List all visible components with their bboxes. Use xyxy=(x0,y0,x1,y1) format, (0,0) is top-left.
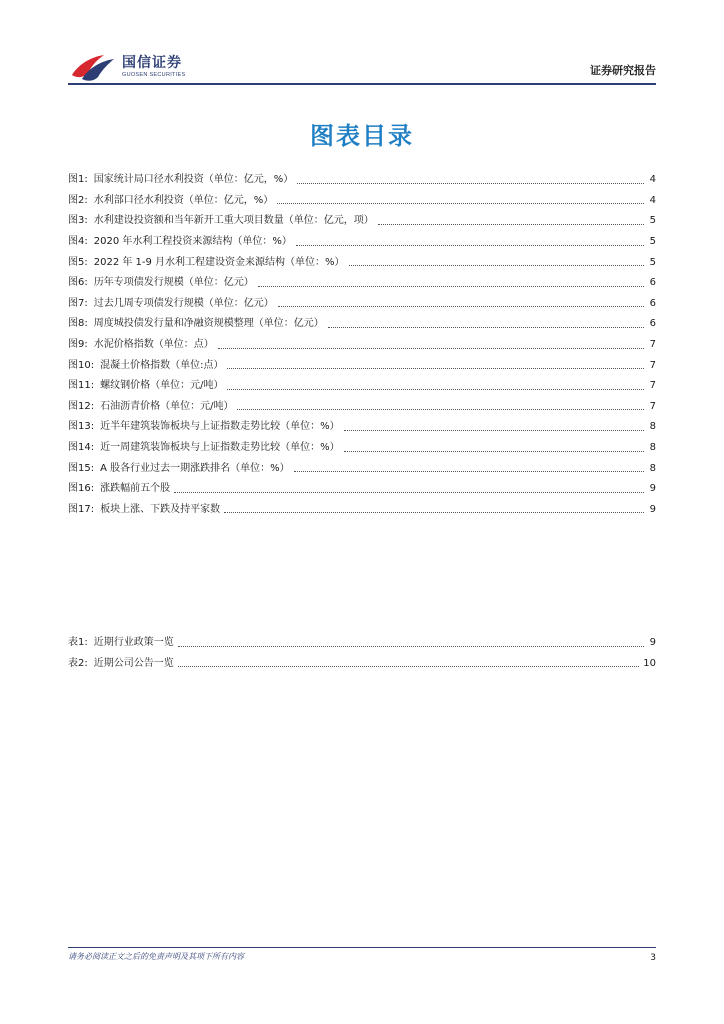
toc-figure-entry[interactable] xyxy=(68,417,656,438)
toc-figure-entry[interactable] xyxy=(68,479,656,500)
toc-leader-dots xyxy=(237,409,644,410)
toc-entry-label: 图16: xyxy=(68,483,95,495)
toc-leader-dots xyxy=(174,492,644,493)
toc-table-entry[interactable] xyxy=(68,654,656,675)
toc-figure-entry[interactable] xyxy=(68,211,656,232)
toc-entry-page: 5 xyxy=(649,215,656,227)
report-type-label: 证券研究报告 xyxy=(590,64,656,77)
toc-leader-dots xyxy=(227,368,644,369)
toc-leader-dots xyxy=(277,203,644,204)
toc-leader-dots xyxy=(258,286,644,287)
toc-entry-page: 6 xyxy=(649,318,656,330)
toc-entry-title: 石油沥青价格（单位：元/吨） xyxy=(100,400,234,412)
toc-entry-label: 图14: xyxy=(68,442,95,454)
toc-leader-dots xyxy=(344,430,644,431)
toc-figure-entry[interactable] xyxy=(68,376,656,397)
toc-leader-dots xyxy=(227,389,644,390)
company-logo xyxy=(68,50,185,84)
toc-leader-dots xyxy=(294,471,644,472)
toc-entry-title: 2020 年水利工程投资来源结构（单位：%） xyxy=(93,236,292,248)
toc-entry-label: 图7: xyxy=(68,297,88,309)
toc-entry-page: 4 xyxy=(649,194,656,206)
toc-entry-label: 图6: xyxy=(68,277,88,289)
toc-entry-label: 图17: xyxy=(68,503,95,515)
toc-entry-page: 10 xyxy=(643,657,656,669)
toc-entry-page: 7 xyxy=(649,339,656,351)
toc-entry-label: 图13: xyxy=(68,421,95,433)
toc-entry-title: 混凝土价格指数（单位:点） xyxy=(100,359,224,371)
toc-entry-page: 6 xyxy=(649,277,656,289)
toc-entry-title: 近期公司公告一览 xyxy=(93,657,174,669)
toc-entry-label: 图11: xyxy=(68,380,95,392)
toc-leader-dots xyxy=(178,646,644,647)
toc-entry-label: 表2: xyxy=(68,657,88,669)
toc-entry-label: 图2: xyxy=(68,194,88,206)
toc-entry-title: 螺纹钢价格（单位：元/吨） xyxy=(100,380,224,392)
toc-entry-page: 8 xyxy=(649,421,656,433)
toc-entry-title: 水利建设投资额和当年新开工重大项目数量（单位：亿元，项） xyxy=(93,215,374,227)
toc-figure-entry[interactable] xyxy=(68,252,656,273)
toc-entry-page: 6 xyxy=(649,297,656,309)
toc-figure-entry[interactable] xyxy=(68,273,656,294)
toc-entry-title: 涨跌幅前五个股 xyxy=(100,483,171,495)
header-divider xyxy=(68,83,656,85)
toc-figure-entry[interactable] xyxy=(68,458,656,479)
toc-figure-entry[interactable] xyxy=(68,438,656,459)
toc-entry-page: 7 xyxy=(649,380,656,392)
toc-entry-page: 5 xyxy=(649,256,656,268)
toc-entry-page: 7 xyxy=(649,400,656,412)
toc-entry-label: 图10: xyxy=(68,359,95,371)
toc-figure-entry[interactable] xyxy=(68,397,656,418)
toc-entry-title: 国家统计局口径水利投资（单位：亿元，%） xyxy=(93,174,294,186)
toc-figure-entry[interactable] xyxy=(68,335,656,356)
toc-entry-page: 8 xyxy=(649,462,656,474)
toc-entry-page: 9 xyxy=(649,503,656,515)
toc-figure-entry[interactable] xyxy=(68,314,656,335)
toc-entry-label: 图9: xyxy=(68,339,88,351)
logo-chinese-name: 国信证券 xyxy=(122,55,182,71)
toc-entry-label: 图5: xyxy=(68,256,88,268)
toc-figure-entry[interactable] xyxy=(68,355,656,376)
toc-entry-label: 图3: xyxy=(68,215,88,227)
toc-entry-title: 2022 年 1-9 月水利工程建设资金来源结构（单位：%） xyxy=(93,256,345,268)
toc-leader-dots xyxy=(178,666,640,667)
logo-english-name: GUOSEN SECURITIES xyxy=(122,72,186,78)
toc-entry-label: 图8: xyxy=(68,318,88,330)
toc-figure-entry[interactable] xyxy=(68,232,656,253)
toc-entry-title: 近一周建筑装饰板块与上证指数走势比较（单位：%） xyxy=(100,442,340,454)
toc-entry-page: 9 xyxy=(649,483,656,495)
toc-figure-entry[interactable] xyxy=(68,191,656,212)
page-number: 3 xyxy=(650,953,656,963)
footer-disclaimer: 请务必阅读正文之后的免责声明及其项下所有内容 xyxy=(68,952,244,961)
toc-entry-title: 近半年建筑装饰板块与上证指数走势比较（单位：%） xyxy=(100,421,340,433)
toc-entry-label: 图4: xyxy=(68,236,88,248)
toc-entry-label: 图1: xyxy=(68,174,88,186)
toc-leader-dots xyxy=(218,348,644,349)
toc-leader-dots xyxy=(297,183,644,184)
toc-leader-dots xyxy=(278,306,644,307)
toc-entry-title: 近期行业政策一览 xyxy=(93,637,174,649)
toc-entry-page: 9 xyxy=(649,637,656,649)
toc-entry-label: 图15: xyxy=(68,462,95,474)
table-list xyxy=(68,633,656,674)
toc-entry-label: 图12: xyxy=(68,400,95,412)
toc-figure-entry[interactable] xyxy=(68,170,656,191)
toc-entry-title: 水泥价格指数（单位：点） xyxy=(93,339,214,351)
toc-figure-entry[interactable] xyxy=(68,294,656,315)
toc-entry-title: 过去几周专项债发行规模（单位：亿元） xyxy=(93,297,274,309)
toc-leader-dots xyxy=(328,327,644,328)
toc-leader-dots xyxy=(378,224,644,225)
toc-entry-title: 周度城投债发行量和净融资规模整理（单位：亿元） xyxy=(93,318,324,330)
guosen-logo-icon xyxy=(68,51,118,83)
toc-entry-page: 8 xyxy=(649,442,656,454)
toc-leader-dots xyxy=(296,245,644,246)
toc-entry-title: 历年专项债发行规模（单位：亿元） xyxy=(93,277,254,289)
page-header xyxy=(68,50,656,84)
toc-entry-title: A 股各行业过去一期涨跌排名（单位：%） xyxy=(100,462,290,474)
toc-leader-dots xyxy=(224,512,644,513)
footer-divider xyxy=(68,947,656,948)
toc-entry-title: 板块上涨、下跌及持平家数 xyxy=(100,503,221,515)
page-title: 图表目录 xyxy=(310,122,414,150)
toc-entry-page: 4 xyxy=(649,174,656,186)
toc-table-entry[interactable] xyxy=(68,633,656,654)
toc-entry-page: 7 xyxy=(649,359,656,371)
figure-list xyxy=(68,170,656,520)
toc-entry-page: 5 xyxy=(649,236,656,248)
toc-leader-dots xyxy=(349,265,644,266)
toc-entry-title: 水利部口径水利投资（单位：亿元，%） xyxy=(93,194,274,206)
toc-entry-label: 表1: xyxy=(68,637,88,649)
toc-leader-dots xyxy=(344,451,644,452)
toc-figure-entry[interactable] xyxy=(68,500,656,521)
